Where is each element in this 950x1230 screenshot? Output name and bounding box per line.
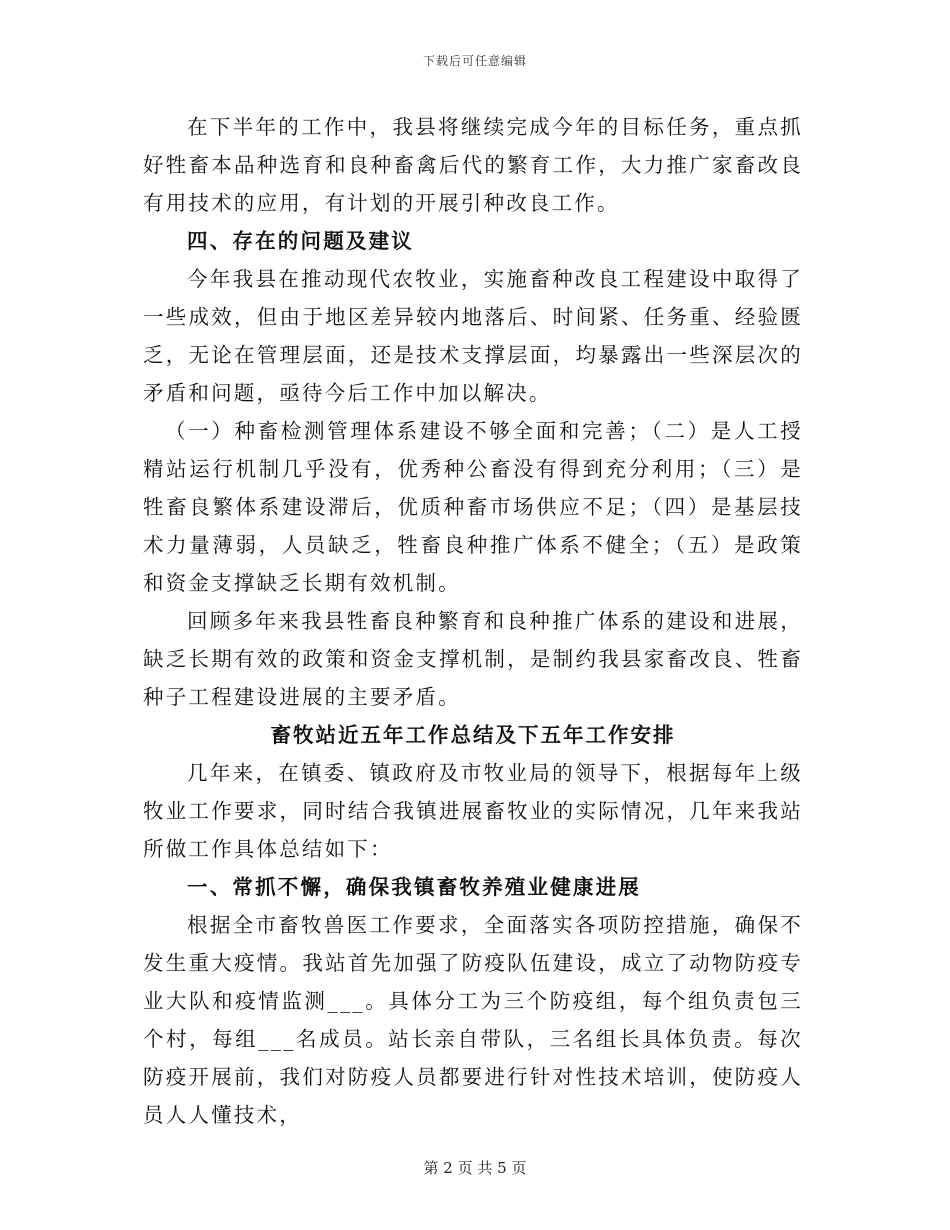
paragraph-problem-list: （一）种畜检测管理体系建设不够全面和完善；（二）是人工授精站运行机制几乎没有，优秀种公畜没有得到充分利用；（三）是牲畜良繁体系建设滞后，优质种畜市场供应不足；（四）是基层技术力量薄弱，人员缺乏，牲畜良种推广体系不健全；（五）是政策和资金支撑缺乏长期有效机制。 <box>143 419 803 595</box>
page-header-note: 下载后可任意编辑 <box>422 54 527 68</box>
paragraph-review: 回顾多年来我县牲畜良种繁育和良种推广体系的建设和进展，缺乏长期有效的政策和资金支撑机制，是制约我县家畜改良、牲畜种子工程建设进展的主要矛盾。 <box>143 609 803 709</box>
paragraph-achievements-issues: 今年我县在推动现代农牧业，实施畜种改良工程建设中取得了一些成效，但由于地区差异较内地落后、时间紧、任务重、经验匮乏，无论在管理层面，还是技术支撑层面，均暴露出一些深层次的矛盾和问题，亟待今后工作中加以解决。 <box>143 267 803 405</box>
document-body <box>143 108 803 1134</box>
section-heading-problems: 四、存在的问题及建议 <box>187 229 414 253</box>
section-heading-one: 一、常抓不懈，确保我镇畜牧养殖业健康进展 <box>187 875 641 899</box>
page-number: 第 2 页 共 5 页 <box>423 1159 527 1177</box>
paragraph-epidemic-prevention: 根据全市畜牧兽医工作要求，全面落实各项防控措施，确保不发生重大疫情。我站首先加强了防疫队伍建设，成立了动物防疫专业大队和疫情监测___。具体分工为三个防疫组，每个组负责包三个村，每组___名成员。站长亲自带队，三名组长具体负责。每次防疫开展前，我们对防疫人员都要进行针对性技术培训，使防疫人员人人懂技术， <box>143 913 803 1127</box>
document-title: 畜牧站近五年工作总结及下五年工作安排 <box>270 723 676 747</box>
paragraph-intro: 几年来，在镇委、镇政府及市牧业局的领导下，根据每年上级牧业工作要求，同时结合我镇进展畜牧业的实际情况，几年来我站所做工作具体总结如下： <box>143 761 803 861</box>
paragraph-second-half-plan: 在下半年的工作中，我县将继续完成今年的目标任务，重点抓好牲畜本品种选育和良种畜禽后代的繁育工作，大力推广家畜改良有用技术的应用，有计划的开展引种改良工作。 <box>143 115 803 215</box>
